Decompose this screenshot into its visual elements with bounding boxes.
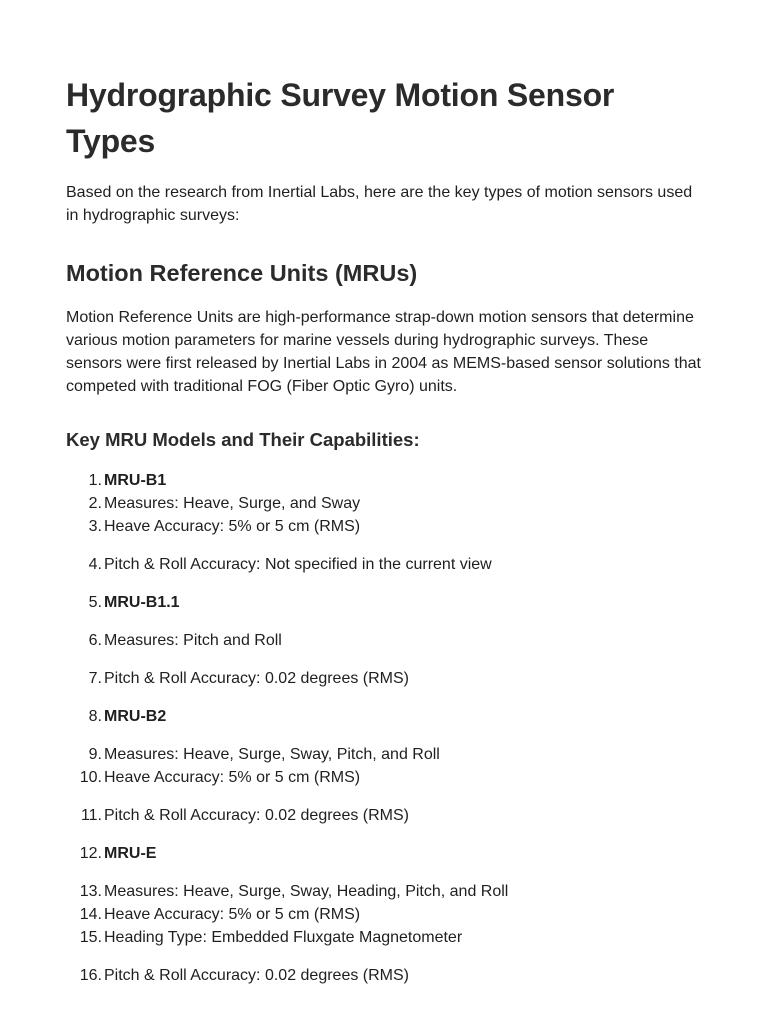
list-item-text: Measures: Heave, Surge, and Sway bbox=[104, 495, 361, 512]
list-item-text: MRU-B1.1 bbox=[104, 594, 180, 611]
list-item-number: 9. bbox=[88, 746, 102, 763]
list-item bbox=[66, 705, 702, 728]
list-item-number: 14. bbox=[79, 906, 102, 923]
list-item-text: Measures: Pitch and Roll bbox=[104, 632, 282, 649]
list-item bbox=[66, 804, 702, 827]
list-item-number: 10. bbox=[79, 769, 102, 786]
list-item-number: 16. bbox=[79, 967, 102, 984]
list-item-number: 3. bbox=[88, 518, 102, 535]
page-title: Hydrographic Survey Motion Sensor Types bbox=[66, 77, 615, 159]
list-item bbox=[66, 842, 702, 865]
list-item-number: 12. bbox=[79, 845, 102, 862]
list-item-number: 4. bbox=[88, 556, 102, 573]
list-item-number: 2. bbox=[88, 495, 102, 512]
list-item-text: Heading Type: Embedded Fluxgate Magnetometer bbox=[104, 929, 463, 946]
list-item bbox=[66, 964, 702, 987]
list-item bbox=[66, 591, 702, 614]
list-item bbox=[66, 469, 702, 492]
list-item bbox=[66, 515, 702, 538]
list-item bbox=[66, 926, 702, 949]
list-item-number: 8. bbox=[88, 708, 102, 725]
list-item bbox=[66, 880, 702, 903]
list-item bbox=[66, 553, 702, 576]
list-item-text: Heave Accuracy: 5% or 5 cm (RMS) bbox=[104, 906, 361, 923]
list-item-number: 11. bbox=[80, 807, 102, 824]
list-item-text: Pitch & Roll Accuracy: Not specified in the current view bbox=[104, 556, 492, 573]
subsection-heading: Key MRU Models and Their Capabilities: bbox=[66, 429, 420, 450]
mru-models-list bbox=[66, 469, 702, 987]
list-item-text: Measures: Heave, Surge, Sway, Pitch, and Roll bbox=[104, 746, 440, 763]
list-item-text: MRU-B2 bbox=[104, 708, 167, 725]
list-item bbox=[66, 492, 702, 515]
section-description: Motion Reference Units are high-performance strap-down motion sensors that determine various motion parameters for marine vessels during hydrographic surveys. These sensors were first released by Inertial Labs in 2004 as MEMS-based sensor solutions that competed with traditional FOG (Fiber Optic Gyro) units. bbox=[66, 309, 701, 395]
list-item-text: Pitch & Roll Accuracy: 0.02 degrees (RMS) bbox=[104, 967, 410, 984]
list-item-number: 13. bbox=[79, 883, 102, 900]
list-item-number: 15. bbox=[79, 929, 102, 946]
list-item bbox=[66, 766, 702, 789]
list-item-text: Heave Accuracy: 5% or 5 cm (RMS) bbox=[104, 518, 361, 535]
list-item bbox=[66, 629, 702, 652]
list-item-number: 7. bbox=[88, 670, 102, 687]
list-item-number: 1. bbox=[88, 472, 102, 489]
list-item-text: Measures: Heave, Surge, Sway, Heading, Pitch, and Roll bbox=[104, 883, 509, 900]
intro-paragraph: Based on the research from Inertial Labs, here are the key types of motion sensors used in hydrographic surveys: bbox=[66, 184, 693, 224]
list-item bbox=[66, 667, 702, 690]
list-item-text: MRU-E bbox=[104, 845, 157, 862]
list-item-number: 5. bbox=[88, 594, 102, 611]
list-item-text: Heave Accuracy: 5% or 5 cm (RMS) bbox=[104, 769, 361, 786]
list-item bbox=[66, 743, 702, 766]
list-item-text: Pitch & Roll Accuracy: 0.02 degrees (RMS) bbox=[104, 670, 410, 687]
list-item bbox=[66, 903, 702, 926]
list-item-text: Pitch & Roll Accuracy: 0.02 degrees (RMS) bbox=[104, 807, 410, 824]
section-heading: Motion Reference Units (MRUs) bbox=[66, 260, 418, 286]
list-item-number: 6. bbox=[88, 632, 102, 649]
list-item-text: MRU-B1 bbox=[104, 472, 167, 489]
